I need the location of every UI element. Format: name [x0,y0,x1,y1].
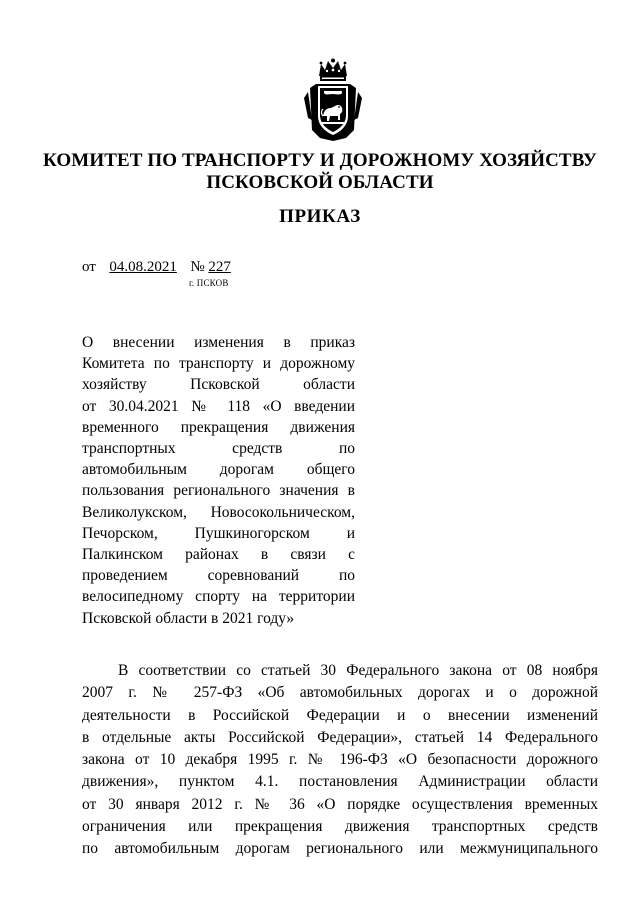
order-date-number [82,258,231,276]
body-line: закона от 10 декабря 1995 г. № 196-ФЗ «О безопасности дорожного [82,751,598,769]
body-line: в отдельные акты Российской Федерации», статьей 14 Федерального [82,728,598,746]
subject-line: транспортных средств по [82,440,355,458]
order-subject [82,332,355,629]
subject-line: проведением соревнований по [82,567,355,585]
body-line: движения», пунктом 4.1. постановления Администрации области [82,773,598,791]
subject-line: временного прекращения движения [82,418,355,436]
subject-line: пользования регионального значения в [82,482,355,500]
body-line: 2007 г. № 257-ФЗ «Об автомобильных дорогах и о дорожной [82,684,598,702]
date-prefix: от [82,259,96,275]
order-city: г. ПСКОВ [189,278,229,288]
order-date: 04.08.2021 [109,259,177,275]
subject-line: Великолукском, Новосокольническом, [82,503,355,521]
number-prefix: № [190,259,205,275]
subject-line: Палкинском районах в связи с [82,546,355,564]
subject-line: Печорском, Пушкиногорском и [82,524,355,542]
committee-title-line-1: КОМИТЕТ ПО ТРАНСПОРТУ И ДОРОЖНОМУ ХОЗЯЙСТВУ [43,150,597,171]
body-line: В соответствии со статьей 30 Федерального закона от 08 ноября [118,662,598,679]
subject-line: автомобильным дорогам общего [82,461,355,479]
body-line: от 30 января 2012 г. № 36 «О порядке осуществления временных [82,795,598,813]
subject-line: велосипедному спорту на территории [82,588,355,606]
subject-line: от 30.04.2021 № 118 «О введении [82,397,355,415]
pskov-oblast-coat-of-arms-icon [300,58,366,142]
document-type: ПРИКАЗ [279,206,361,227]
order-number: 227 [208,259,231,275]
committee-title [40,150,600,194]
body-line: по автомобильным дорогам регионального или межмуниципального [82,840,598,858]
body-line: ограничения или прекращения движения транспортных средств [82,818,598,836]
order-body-paragraph [82,660,598,861]
subject-line: Комитета по транспорту и дорожному [82,355,355,373]
subject-line: О внесении изменения в приказ [82,334,355,351]
committee-title-line-2: ПСКОВСКОЙ ОБЛАСТИ [206,172,434,193]
subject-line: Псковской области в 2021 году» [82,609,295,627]
body-line: деятельности в Российской Федерации и о внесении изменений [82,706,598,724]
subject-line: хозяйству Псковской области [82,376,355,394]
coat-of-arms [300,58,366,142]
